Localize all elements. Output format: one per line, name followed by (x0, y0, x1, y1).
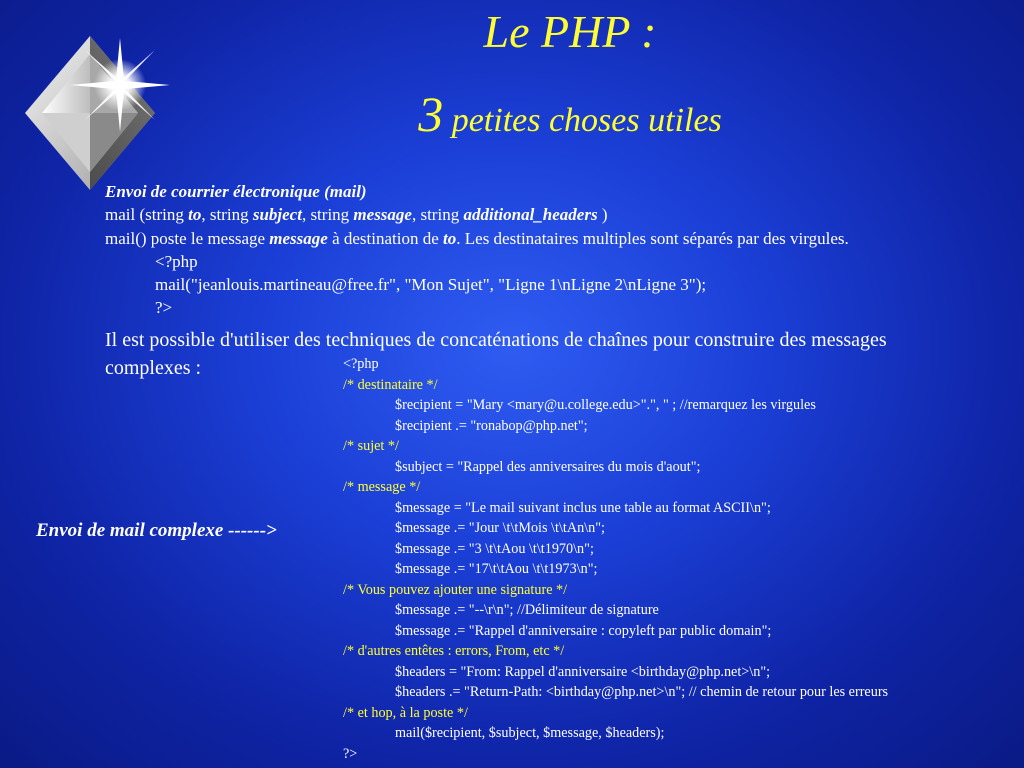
example-line: ?> (155, 298, 173, 318)
sig-sep: , string (301, 205, 354, 225)
desc-part: à destination de (327, 228, 444, 248)
code-comment-line: /* d'autres entêtes : errors, From, etc */ (343, 643, 565, 659)
example-line: <?php (155, 251, 198, 271)
code-listing (343, 354, 888, 764)
code-line: ?> (343, 745, 358, 762)
code-comment-line: /* et hop, à la poste */ (343, 704, 468, 721)
code-line: $message .= "3 \t\tAou \t\t1970\n"; (395, 540, 594, 557)
code-line: $message = "Le mail suivant inclus une table au format ASCII\n"; (395, 499, 771, 516)
desc-to: to (443, 228, 457, 248)
desc-part: . Les destinataires multiples sont séparés par des virgules. (456, 228, 849, 248)
sig-arg-to: to (188, 205, 202, 225)
code-line: mail($recipient, $subject, $message, $headers); (395, 725, 665, 741)
concat-paragraph: Il est possible d'utiliser des techniques de concaténations de chaînes pour construire des messages complexes : (105, 329, 887, 379)
code-line: $recipient = "Mary <mary@u.college.edu>".", " ; //remarquez les virgules (395, 397, 816, 413)
mail-signature (105, 203, 849, 226)
mail-section (105, 180, 849, 320)
slide-title: Le PHP : (483, 6, 657, 57)
sig-arg-headers: additional_headers (463, 205, 598, 225)
code-line: $subject = "Rappel des anniversaires du mois d'aout"; (395, 458, 701, 475)
desc-part: mail() poste le message (105, 228, 270, 248)
mail-heading: Envoi de courrier électronique (mail) (105, 182, 367, 201)
subtitle-number: 3 (418, 86, 444, 142)
code-comment-line: /* message */ (343, 479, 421, 495)
code-line: $message .= "Rappel d'anniversaire : copyleft par public domain"; (395, 622, 772, 639)
code-comment-line: /* destinataire */ (343, 376, 438, 393)
code-comment-line: /* Vous pouvez ajouter une signature */ (343, 581, 568, 598)
sig-arg-subject: subject (252, 205, 302, 225)
sig-arg-message: message (353, 205, 412, 225)
code-line: $headers = "From: Rappel d'anniversaire <birthday@php.net>\n"; (395, 663, 771, 680)
code-line: $message .= "Jour \t\tMois \t\tAn\n"; (395, 520, 605, 536)
slide-subtitle (0, 84, 1024, 151)
code-line: $recipient .= "ronabop@php.net"; (395, 417, 588, 434)
sig-suffix: ) (597, 205, 608, 225)
code-line: <?php (343, 356, 379, 372)
desc-message: message (269, 228, 328, 248)
code-line: $message .= "--\r\n"; //Délimiteur de signature (395, 602, 659, 618)
mail-description (105, 227, 849, 250)
sig-prefix: mail (string (105, 205, 189, 225)
example-line: mail("jeanlouis.martineau@free.fr", "Mon Sujet", "Ligne 1\nLigne 2\nLigne 3"); (155, 275, 707, 295)
code-line: $message .= "17\t\tAou \t\t1973\n"; (395, 561, 598, 577)
sig-sep: , string (411, 205, 464, 225)
complex-mail-label: Envoi de mail complexe ------> (36, 520, 277, 541)
code-line: $headers .= "Return-Path: <birthday@php.net>\n"; // chemin de retour pour les erreurs (395, 684, 889, 700)
sig-sep: , string (201, 205, 253, 225)
subtitle-text: petites choses utiles (451, 102, 722, 139)
code-comment-line: /* sujet */ (343, 438, 399, 454)
